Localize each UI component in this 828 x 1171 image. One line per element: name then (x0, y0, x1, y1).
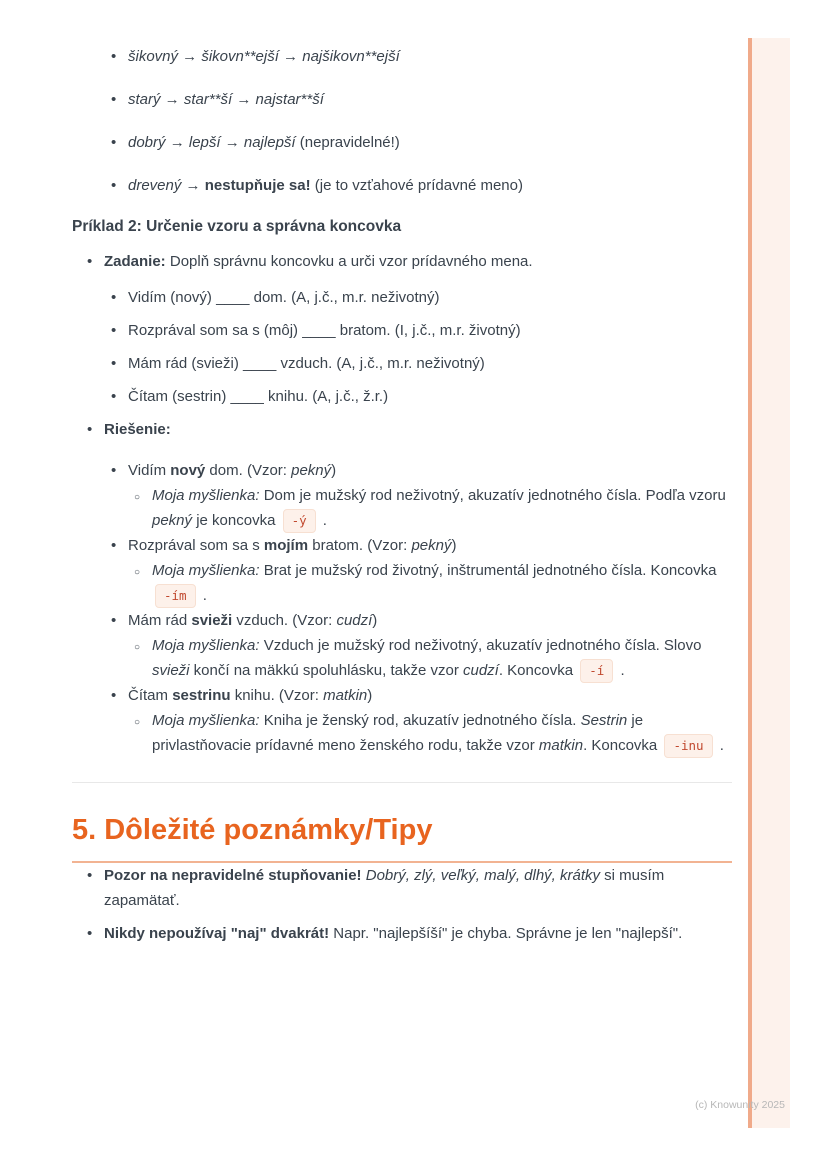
solutions (72, 458, 732, 758)
text-run: Sestrin (580, 712, 628, 729)
solution-note (72, 708, 732, 758)
task-list (72, 285, 732, 409)
text-run: Moja myšlienka: (152, 637, 260, 654)
text-run: pekný (411, 537, 452, 554)
text-run: → (181, 177, 205, 194)
ending-chip: -inu (664, 734, 712, 758)
text-run: ) (451, 537, 457, 554)
gradation-examples-list (72, 44, 732, 198)
solution-group (72, 533, 732, 608)
riesenie-block (72, 417, 732, 442)
text-run: dobrý → lepší → najlepší (128, 134, 296, 151)
text-run: Doplň správnu koncovku a urči vzor prídavného mena. (165, 253, 533, 270)
text-run: . (616, 662, 625, 679)
text-run: pekný (291, 462, 332, 479)
text-run: Mám rád (128, 612, 192, 629)
text-run: Kniha je ženský rod, akuzatív jednotného čísla. (259, 712, 581, 729)
text-run: knihu. (Vzor: (230, 687, 324, 704)
text-run: dom. (Vzor: (205, 462, 292, 479)
text-run: Dobrý, zlý, veľký, malý, dlhý, krátky (365, 867, 601, 884)
solution-group (72, 683, 732, 758)
text-run: Nikdy nepoužívaj "naj" dvakrát! (104, 925, 330, 942)
solution-sentence (72, 683, 732, 708)
gradation-item (72, 44, 732, 69)
text-run: Rozprával som sa s (128, 537, 264, 554)
solution-group (72, 458, 732, 533)
text-run: Dom je mužský rod neživotný, akuzatív jednotného čísla. Podľa vzoru (259, 487, 726, 504)
text-run: Napr. "najlepšíší" je chyba. Správne je len "najlepší". (329, 925, 683, 942)
text-run: Čítam (128, 687, 173, 704)
text-run: Moja myšlienka: (152, 562, 260, 579)
tip-item (72, 863, 732, 913)
ending-chip: -ím (155, 584, 196, 608)
text-run: Moja myšlienka: (152, 712, 260, 729)
text-run: Vidím (128, 462, 171, 479)
solution-sentence (72, 533, 732, 558)
task-item: • Vidím (nový) ____ dom. (A, j.č., m.r. neživotný) (72, 285, 732, 310)
task-item: • Mám rád (svieži) ____ vzduch. (A, j.č., m.r. neživotný) (72, 351, 732, 376)
tips-list (72, 863, 732, 946)
text-run: Zadanie: (104, 253, 166, 270)
solution-note (72, 483, 732, 533)
text-run: nestupňuje sa! (204, 177, 311, 194)
zadanie-block (72, 249, 732, 274)
solution-note (72, 633, 732, 683)
text-run: (nepravidelné!) (295, 134, 400, 151)
task-item: • Rozprával som sa s (môj) ____ bratom. (I, j.č., m.r. životný) (72, 318, 732, 343)
text-run: drevený (128, 177, 182, 194)
text-run: Moja myšlienka: (152, 487, 260, 504)
section-divider (72, 782, 732, 783)
text-run: . Koncovka (583, 737, 662, 754)
text-run: Brat je mužský rod životný, inštrumentál jednotného čísla. Koncovka (259, 562, 717, 579)
text-run: je privlastňovacie prídavné meno ženského rodu, takže vzor (152, 712, 644, 754)
text-run: matkin (538, 737, 584, 754)
text-run: je koncovka (192, 512, 280, 529)
section-5-heading: 5. Dôležité poznámky/Tipy (72, 813, 732, 863)
zadanie-label (72, 249, 732, 274)
solution-sentence (72, 458, 732, 483)
text-run: Pozor na nepravidelné stupňovanie! (104, 867, 362, 884)
solution-sentence (72, 608, 732, 633)
text-run: mojím (263, 537, 309, 554)
copyright-footer: (c) Knowunity 2025 (695, 1099, 785, 1111)
text-run: starý → star**ší → najstar**ší (128, 91, 324, 108)
text-run: ) (331, 462, 337, 479)
text-run: pekný (152, 512, 193, 529)
text-run: matkin (323, 687, 368, 704)
text-run: svieži (191, 612, 233, 629)
text-run: cudzí (462, 662, 499, 679)
riesenie-label (72, 417, 732, 442)
text-run: cudzí (336, 612, 373, 629)
document-content (72, 44, 732, 954)
ending-chip: -í (580, 659, 613, 683)
text-run: vzduch. (Vzor: (232, 612, 337, 629)
ending-chip: -ý (283, 509, 316, 533)
example-2-heading: Príklad 2: Určenie vzoru a správna koncovka (72, 218, 402, 235)
text-run: Vzduch je mužský rod neživotný, akuzatív jednotného čísla. Slovo (259, 637, 702, 654)
gradation-item (72, 130, 732, 155)
text-run: . (318, 512, 327, 529)
text-run: . (198, 587, 207, 604)
text-run: bratom. (Vzor: (308, 537, 412, 554)
tip-item (72, 921, 732, 946)
page-edge-stripe (748, 38, 790, 1128)
text-run: ) (372, 612, 378, 629)
text-run: sestrinu (172, 687, 231, 704)
text-run: ) (367, 687, 373, 704)
text-run: nový (170, 462, 206, 479)
solution-group (72, 608, 732, 683)
gradation-item (72, 173, 732, 198)
text-run: končí na mäkkú spoluhlásku, takže vzor (189, 662, 463, 679)
text-run: šikovný → šikovn**ejší → najšikovn**ejší (128, 48, 400, 65)
gradation-item (72, 87, 732, 112)
text-run: svieži (152, 662, 190, 679)
text-run: . Koncovka (498, 662, 578, 679)
text-run: . (715, 737, 724, 754)
text-run: si musím zapamätať. (104, 867, 665, 909)
text-run: Riešenie: (104, 421, 171, 438)
text-run: (je to vzťahové prídavné meno) (310, 177, 523, 194)
solution-note (72, 558, 732, 608)
task-item: • Čítam (sestrin) ____ knihu. (A, j.č., ž.r.) (72, 384, 732, 409)
